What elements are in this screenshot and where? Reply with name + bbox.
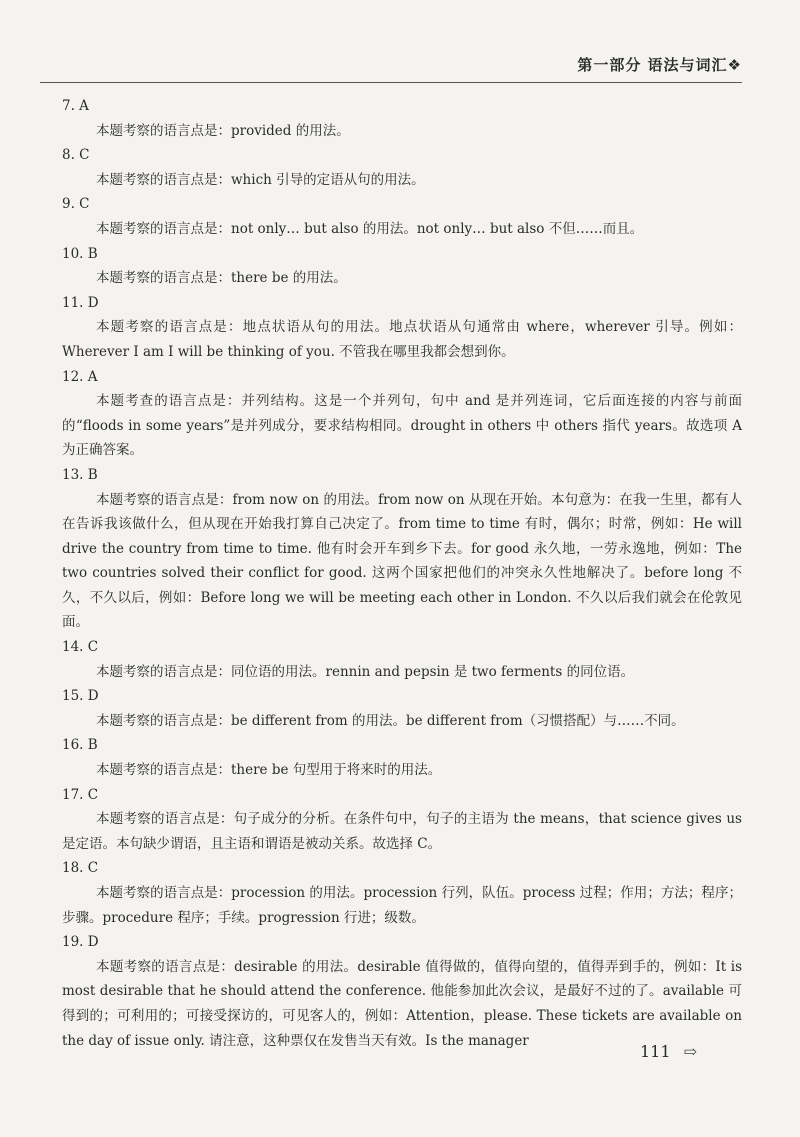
explanation: 本题考察的语言点是：procession 的用法。procession 行列，队伍。process 过程；作用；方法；程序；步骤。procedure 程序；手续。progression 行进；级数。	[62, 885, 742, 926]
answer-number: 15. D	[62, 688, 99, 705]
explanation: 本题考察的语言点是：同位语的用法。rennin and pepsin 是 two ferments 的同位语。	[96, 663, 635, 680]
explanation: 本题考察的语言点是：there be 的用法。	[96, 270, 347, 287]
explanation: 本题考察的语言点是：not only… but also 的用法。not only… but also 不但……而且。	[96, 220, 644, 237]
next-page-arrow-icon: ⇨	[683, 1042, 698, 1061]
answer-number: 7. A	[62, 98, 89, 114]
answer-number: 18. C	[62, 860, 99, 877]
explanation: 本题考察的语言点是：desirable 的用法。desirable 值得做的，值得向望的，值得弄到手的，例如：It is most desirable that he should attend the conference. 他能参加此次会议，是最好不过的了。available 可得到的；可利用的；可接受探访的，可见客人的，例如：Attention，please. These tickets are available on the day of issue only. 请注意，这种票仅在发售当天有效。Is the manager	[62, 958, 742, 1049]
explanation: 本题考查的语言点是：并列结构。这是一个并列句，句中 and 是并列连词，它后面连接的内容与前面的“floods in some years”是并列成分，要求结构相同。drought in others 中 others 指代 years。故选项 A 为正确答案。	[62, 393, 742, 459]
explanation: 本题考察的语言点是：from now on 的用法。from now on 从现在开始。本句意为：在我一生里，都有人在告诉我该做什么，但从现在开始我打算自己决定了。from time to time 有时，偶尔；时常，例如：He will drive the country from time to time. 他有时会开车到乡下去。for good 永久地，一劳永逸地，例如：The two countries solved their conflict for good. 这两个国家把他们的冲突永久性地解决了。before long 不久，不久以后，例如：Before long we will be meeting each other in London. 不久以后我们就会在伦敦见面。	[62, 491, 742, 631]
answer-number: 14. C	[62, 639, 99, 656]
section-title: 第一部分 语法与词汇❖	[577, 56, 742, 74]
explanation: 本题考察的语言点是：there be 句型用于将来时的用法。	[96, 762, 442, 779]
answer-number: 12. A	[62, 368, 98, 385]
explanation: 本题考察的语言点是：provided 的用法。	[96, 122, 350, 139]
page-header	[40, 42, 742, 83]
answer-number: 19. D	[62, 934, 99, 951]
explanation: 本题考察的语言点是：地点状语从句的用法。地点状语从句通常由 where，wherever 引导。例如：Wherever I am I will be thinking of you. 不管我在哪里我都会想到你。	[62, 319, 742, 360]
explanation: 本题考察的语言点是：which 引导的定语从句的用法。	[96, 171, 425, 188]
answer-number: 16. B	[62, 737, 98, 754]
answer-number: 17. C	[62, 786, 99, 803]
page-footer	[640, 1042, 697, 1061]
answer-number: 9. C	[62, 196, 90, 213]
answer-number: 13. B	[62, 466, 98, 483]
answer-number: 11. D	[62, 294, 99, 311]
page-number: 111	[640, 1042, 671, 1061]
answer-list	[62, 94, 742, 1053]
answer-number: 8. C	[62, 147, 90, 164]
explanation: 本题考察的语言点是：be different from 的用法。be different from（习惯搭配）与……不同。	[96, 712, 685, 729]
answer-number: 10. B	[62, 245, 98, 262]
explanation: 本题考察的语言点是：句子成分的分析。在条件句中，句子的主语为 the means，that science gives us 是定语。本句缺少谓语，且主语和谓语是被动关系。故选择 C。	[62, 811, 742, 852]
